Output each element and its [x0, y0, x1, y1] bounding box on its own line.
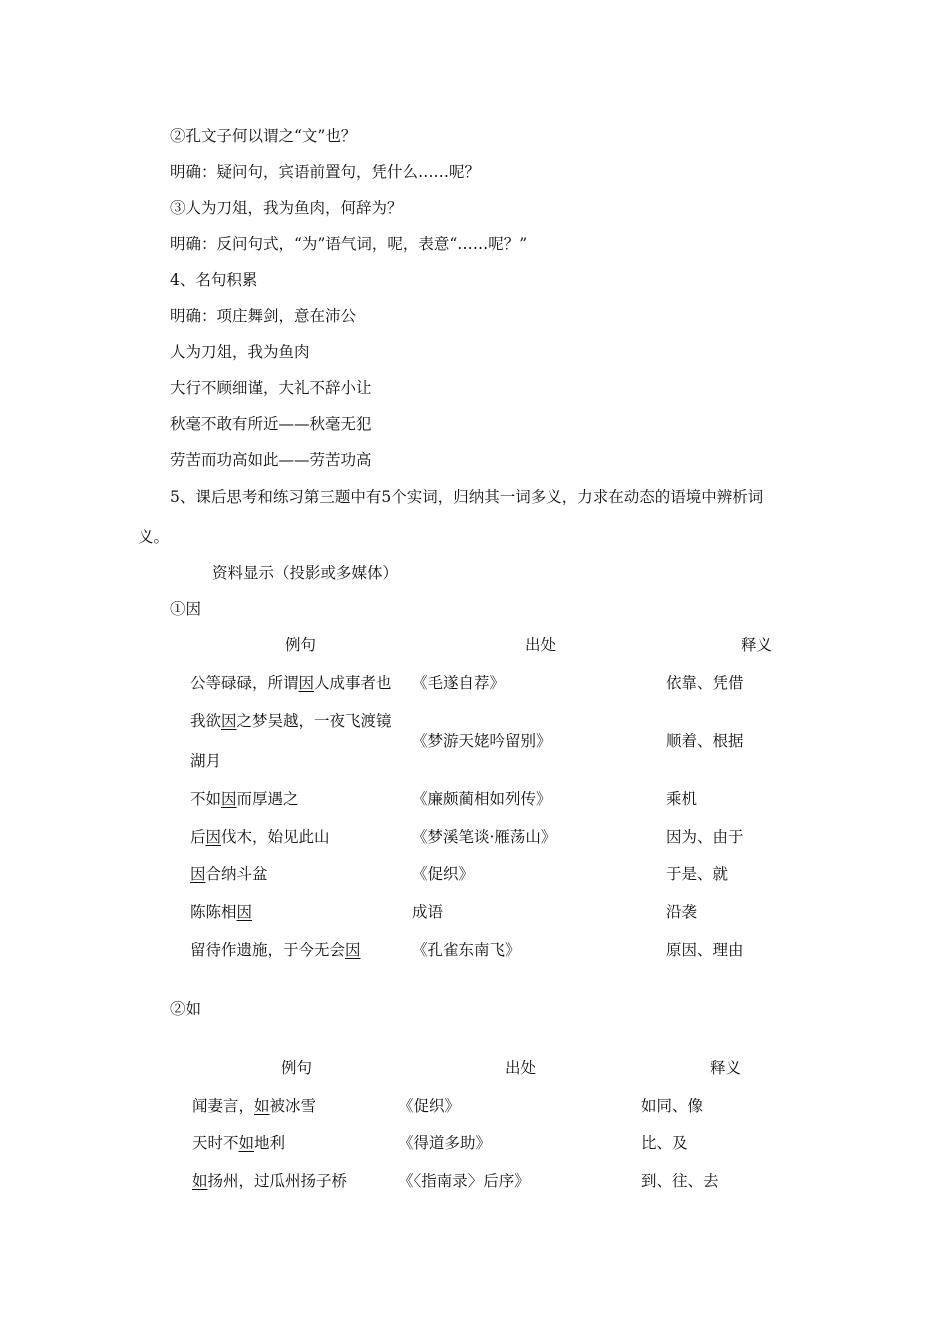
meaning-cell: 沿袭 — [666, 903, 698, 921]
section-heading: 4、名句积累 — [170, 271, 258, 289]
example-sentence: 闻妻言，如被冰雪 — [192, 1097, 317, 1115]
example-sentence: 陈陈相因 — [190, 903, 253, 921]
source-cell: 《促织》 — [412, 865, 475, 883]
source-cell: 《廉颇蔺相如列传》 — [412, 790, 552, 808]
example-sentence: 后因伐木，始见此山 — [190, 828, 330, 846]
text-line: 明确：项庄舞剑，意在沛公 — [170, 307, 357, 325]
example-sentence: 公等碌碌，所谓因人成事者也 — [190, 674, 392, 692]
table-row — [0, 1133, 950, 1153]
text-line: 明确：疑问句，宾语前置句，凭什么……呢？ — [170, 163, 481, 181]
meaning-cell: 比、及 — [641, 1134, 688, 1152]
text-line: 资料显示（投影或多媒体） — [212, 564, 399, 582]
table1-header-source: 出处 — [525, 636, 557, 654]
meaning-cell: 依靠、凭借 — [666, 674, 744, 692]
source-cell: 《梦游天姥吟留别》 — [412, 732, 552, 750]
meaning-cell: 到、往、去 — [641, 1172, 719, 1190]
example-sentence: 因合纳斗盆 — [190, 865, 268, 883]
table-row-cont — [0, 731, 950, 751]
meaning-cell: 原因、理由 — [666, 941, 744, 959]
table-row — [0, 1171, 950, 1191]
meaning-cell: 因为、由于 — [666, 828, 744, 846]
text-line: 劳苦而功高如此——劳苦功高 — [170, 451, 372, 469]
table-row — [0, 789, 950, 809]
table-row — [0, 1096, 950, 1116]
table2-header-row — [0, 1058, 950, 1078]
example-sentence: 如扬州，过瓜州扬子桥 — [192, 1172, 348, 1190]
text-line: 秋毫不敢有所近——秋毫无犯 — [170, 415, 372, 433]
table1-heading: ①因 — [170, 600, 202, 618]
table2-header-source: 出处 — [505, 1059, 537, 1077]
text-line: 义。 — [138, 528, 170, 546]
text-line: 人为刀俎，我为鱼肉 — [170, 343, 310, 361]
example-sentence: 我欲因之梦吴越，一夜飞渡镜 — [190, 712, 392, 730]
table-row — [0, 673, 950, 693]
section-heading: 5、课后思考和练习第三题中有5个实词，归纳其一词多义，力求在动态的语境中辨析词 — [170, 488, 764, 506]
table-row — [0, 864, 950, 884]
table1-header-row — [0, 635, 950, 655]
example-sentence: 留待作遗施，于今无会因 — [190, 941, 361, 959]
source-cell: 《得道多助》 — [398, 1134, 492, 1152]
meaning-cell: 于是、就 — [666, 865, 729, 883]
table2-header-meaning: 释义 — [710, 1059, 742, 1077]
meaning-cell: 如同、像 — [641, 1097, 704, 1115]
text-line: ③人为刀俎，我为鱼肉，何辞为？ — [170, 199, 403, 217]
example-sentence: 不如因而厚遇之 — [190, 790, 299, 808]
meaning-cell: 乘机 — [666, 790, 698, 808]
table2-header-example: 例句 — [281, 1059, 313, 1077]
text-line: 明确：反问句式，“为”语气词，呢，表意“……呢？” — [170, 235, 528, 253]
source-cell: 《梦溪笔谈·雁荡山》 — [412, 828, 557, 846]
table-row — [0, 940, 950, 960]
text-line: 大行不顾细谨，大礼不辞小让 — [170, 379, 372, 397]
table1-header-meaning: 释义 — [741, 636, 773, 654]
source-cell: 成语 — [412, 903, 444, 921]
table2-heading: ②如 — [170, 1000, 202, 1018]
source-cell: 《〈指南录〉后序》 — [398, 1172, 530, 1190]
example-sentence-cont: 湖月 — [190, 752, 222, 770]
text-line: ②孔文子何以谓之“文”也？ — [170, 127, 357, 145]
table-row — [0, 902, 950, 922]
table1-header-example: 例句 — [285, 636, 317, 654]
source-cell: 《促织》 — [398, 1097, 461, 1115]
table-row — [0, 711, 950, 731]
table-row-cont — [0, 751, 950, 771]
example-sentence: 天时不如地利 — [192, 1134, 286, 1152]
source-cell: 《孔雀东南飞》 — [412, 941, 521, 959]
table-row — [0, 827, 950, 847]
source-cell: 《毛遂自荐》 — [412, 674, 506, 692]
meaning-cell: 顺着、根据 — [666, 732, 744, 750]
